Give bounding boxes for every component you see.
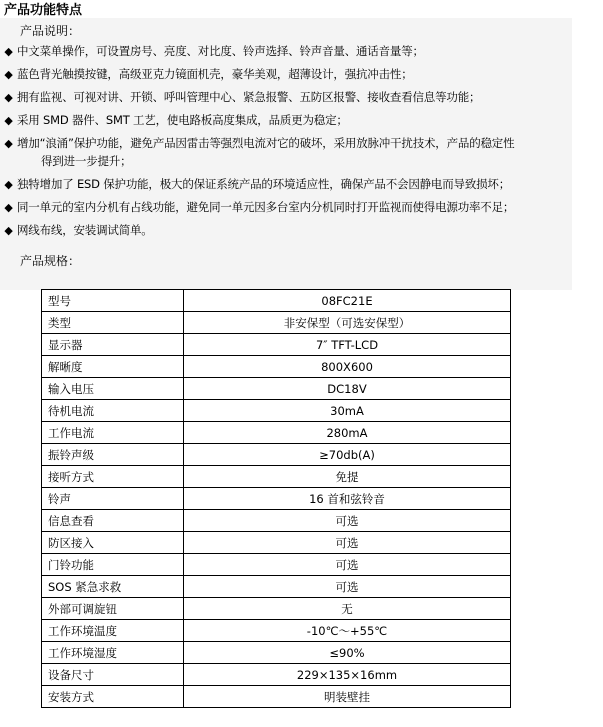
feature-item-continuation: 得到进一步提升； xyxy=(41,154,132,168)
spec-value: 可选 xyxy=(184,532,511,554)
spec-value: 30mA xyxy=(184,400,511,422)
feature-item xyxy=(0,66,413,83)
spec-value: 明装壁挂 xyxy=(184,686,511,708)
spec-value: DC18V xyxy=(184,378,511,400)
spec-value: 免提 xyxy=(184,466,511,488)
diamond-bullet-icon: ◆ xyxy=(4,137,13,150)
spec-row xyxy=(42,312,511,334)
feature-item-text: 同一单元的室内分机有占线功能，避免同一单元因多台室内分机同时打开监视而使得电源功率不足； xyxy=(17,200,515,214)
spec-label: 产品规格： xyxy=(20,254,81,268)
spec-key: 振铃声级 xyxy=(42,444,184,466)
feature-item xyxy=(0,112,348,129)
spec-key: 接听方式 xyxy=(42,466,184,488)
spec-row xyxy=(42,466,511,488)
spec-value: 可选 xyxy=(184,510,511,532)
feature-item xyxy=(0,222,153,239)
spec-row xyxy=(42,488,511,510)
spec-key: 解晰度 xyxy=(42,356,184,378)
spec-key: 显示器 xyxy=(42,334,184,356)
feature-item xyxy=(0,135,514,152)
spec-key: 设备尺寸 xyxy=(42,664,184,686)
spec-row xyxy=(42,664,511,686)
feature-item xyxy=(0,89,480,106)
spec-value: 280mA xyxy=(184,422,511,444)
spec-value: 16 首和弦铃音 xyxy=(184,488,511,510)
spec-value: 7″ TFT-LCD xyxy=(184,334,511,356)
spec-value: 08FC21E xyxy=(184,290,511,312)
spec-key: 铃声 xyxy=(42,488,184,510)
description-panel xyxy=(0,18,572,290)
spec-value: ≥70db(A) xyxy=(184,444,511,466)
spec-key: 安装方式 xyxy=(42,686,184,708)
spec-row xyxy=(42,686,511,708)
spec-key: 型号 xyxy=(42,290,184,312)
spec-row xyxy=(42,532,511,554)
spec-row xyxy=(42,444,511,466)
diamond-bullet-icon: ◆ xyxy=(4,224,13,237)
feature-item-text: 增加“浪涌”保护功能，避免产品因雷击等强烈电流对它的破坏，采用放脉冲干扰技术，产品的稳定性 xyxy=(17,136,515,150)
description-label: 产品说明： xyxy=(20,24,81,38)
spec-key: 工作电流 xyxy=(42,422,184,444)
spec-value: 无 xyxy=(184,598,511,620)
spec-key: SOS 紧急求救 xyxy=(42,576,184,598)
diamond-bullet-icon: ◆ xyxy=(4,68,13,81)
spec-row xyxy=(42,378,511,400)
feature-item xyxy=(0,43,424,60)
spec-value: 229×135×16mm xyxy=(184,664,511,686)
diamond-bullet-icon: ◆ xyxy=(4,178,13,191)
feature-item-text: 独特增加了 ESD 保护功能，极大的保证系统产品的环境适应性，确保产品不会因静电而导致损坏； xyxy=(17,177,511,191)
feature-item-text: 采用 SMD 器件、SMT 工艺，使电路板高度集成，品质更为稳定； xyxy=(17,113,348,127)
spec-row xyxy=(42,290,511,312)
spec-row xyxy=(42,598,511,620)
spec-value: 可选 xyxy=(184,576,511,598)
page-title: 产品功能特点 xyxy=(4,3,83,18)
diamond-bullet-icon: ◆ xyxy=(4,91,13,104)
spec-key: 待机电流 xyxy=(42,400,184,422)
spec-key: 门铃功能 xyxy=(42,554,184,576)
feature-item-text: 拥有监视、可视对讲、开锁、呼叫管理中心、紧急报警、五防区报警、接收查看信息等功能； xyxy=(17,90,481,104)
spec-row xyxy=(42,620,511,642)
feature-item-text: 网线布线，安装调试简单。 xyxy=(17,223,153,237)
diamond-bullet-icon: ◆ xyxy=(4,114,13,127)
spec-key: 信息查看 xyxy=(42,510,184,532)
spec-key: 工作环境温度 xyxy=(42,620,184,642)
spec-row xyxy=(42,400,511,422)
spec-value: 800X600 xyxy=(184,356,511,378)
spec-row xyxy=(42,510,511,532)
spec-row xyxy=(42,576,511,598)
feature-item xyxy=(0,176,510,193)
feature-item xyxy=(0,199,514,216)
diamond-bullet-icon: ◆ xyxy=(4,201,13,214)
spec-key: 类型 xyxy=(42,312,184,334)
spec-value: -10℃～+55℃ xyxy=(184,620,511,642)
spec-value: ≤90% xyxy=(184,642,511,664)
spec-row xyxy=(42,642,511,664)
spec-row xyxy=(42,422,511,444)
spec-row xyxy=(42,334,511,356)
spec-table xyxy=(41,289,511,708)
spec-value: 非安保型（可选安保型） xyxy=(184,312,511,334)
diamond-bullet-icon: ◆ xyxy=(4,45,13,58)
spec-key: 工作环境湿度 xyxy=(42,642,184,664)
spec-value: 可选 xyxy=(184,554,511,576)
feature-item-text: 中文菜单操作，可设置房号、亮度、对比度、铃声选择、铃声音量、通话音量等； xyxy=(17,44,424,58)
spec-key: 外部可调旋钮 xyxy=(42,598,184,620)
spec-row xyxy=(42,356,511,378)
spec-key: 输入电压 xyxy=(42,378,184,400)
feature-item-text: 蓝色背光触摸按键，高级亚克力镜面机壳，豪华美观，超薄设计，强抗冲击性； xyxy=(17,67,413,81)
spec-row xyxy=(42,554,511,576)
spec-key: 防区接入 xyxy=(42,532,184,554)
